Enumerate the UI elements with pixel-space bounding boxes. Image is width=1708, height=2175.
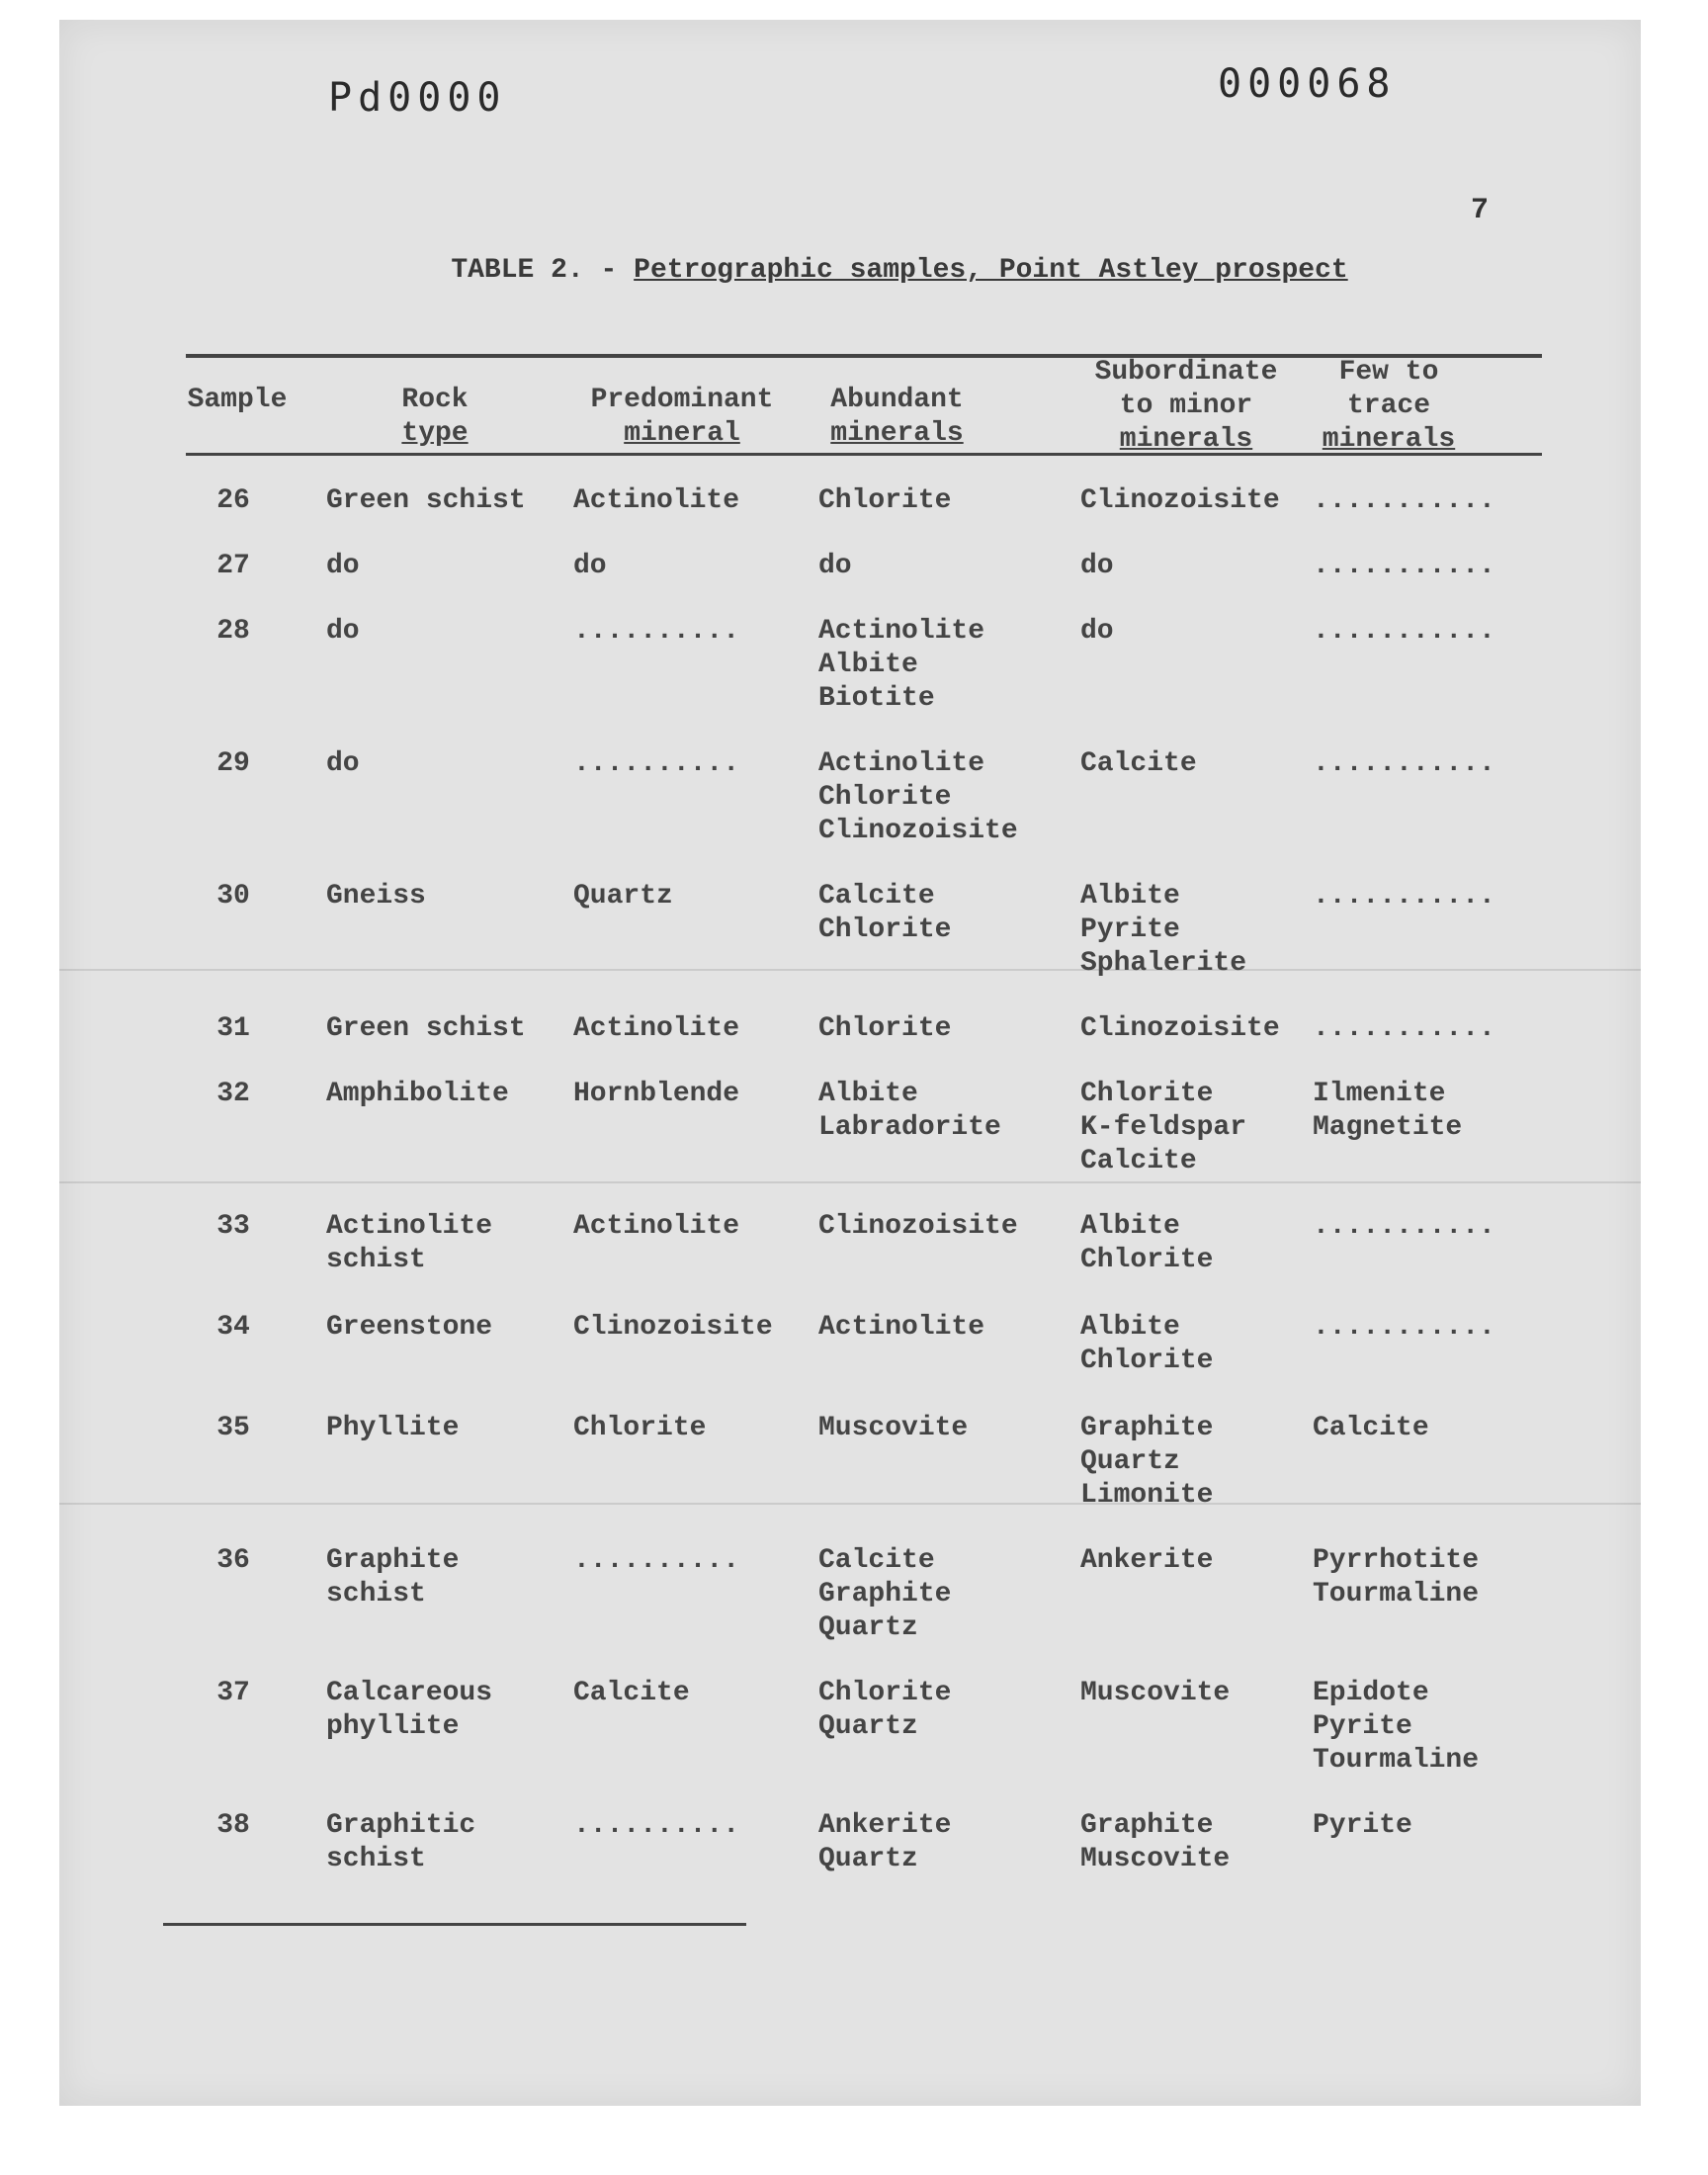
cell-sample: 29 [216, 748, 250, 779]
page-number: 7 [1471, 194, 1490, 227]
cell-subordinate-minerals: Albite Chlorite [1080, 1312, 1214, 1376]
cell-sample: 34 [216, 1312, 250, 1343]
cell-abundant-minerals: Ankerite Quartz [818, 1810, 952, 1874]
cell-trace-minerals: Epidote Pyrite Tourmaline [1313, 1678, 1480, 1776]
cell-sample: 30 [216, 881, 250, 912]
fold-line [59, 969, 1641, 971]
cell-sample: 38 [216, 1810, 250, 1841]
cell-predominant-mineral: Actinolite [573, 485, 740, 516]
header-subordinate-minerals [1077, 356, 1295, 457]
header-predominant-mineral-line: Predominant [590, 385, 774, 415]
document-id-left: Pd0000 [328, 75, 507, 121]
cell-rock-type: Green schist [326, 1013, 526, 1044]
cell-trace-minerals: ........... [1313, 551, 1495, 581]
header-rock-type-line: Rock [401, 385, 469, 415]
header-subordinate-minerals-line: to minor [1119, 391, 1253, 421]
header-sample [178, 384, 297, 417]
cell-abundant-minerals: Chlorite [818, 485, 952, 516]
fold-line [59, 1503, 1641, 1505]
cell-subordinate-minerals: Chlorite K-feldspar Calcite [1080, 1079, 1247, 1176]
header-rock-type [336, 384, 534, 451]
cell-trace-minerals: Ilmenite Magnetite [1313, 1079, 1463, 1143]
cell-subordinate-minerals: Graphite Quartz Limonite [1080, 1413, 1214, 1511]
cell-rock-type: Greenstone [326, 1312, 493, 1343]
header-subordinate-minerals-line: minerals [1119, 424, 1253, 455]
cell-rock-type: Actinolite schist [326, 1211, 493, 1275]
cell-predominant-mineral: Hornblende [573, 1079, 740, 1109]
cell-abundant-minerals: Chlorite [818, 1013, 952, 1044]
cell-trace-minerals: Calcite [1313, 1413, 1429, 1443]
cell-abundant-minerals: Calcite Graphite Quartz [818, 1545, 952, 1643]
cell-abundant-minerals: Albite Labradorite [818, 1079, 1001, 1143]
cell-subordinate-minerals: Graphite Muscovite [1080, 1810, 1231, 1874]
header-sample-line: Sample [187, 385, 288, 415]
cell-trace-minerals: Pyrrhotite Tourmaline [1313, 1545, 1480, 1610]
table-title-prefix: TABLE 2. - [451, 255, 635, 286]
cell-rock-type: Green schist [326, 485, 526, 516]
cell-abundant-minerals: Actinolite [818, 1312, 985, 1343]
cell-subordinate-minerals: do [1080, 616, 1114, 647]
cell-sample: 28 [216, 616, 250, 647]
cell-rock-type: do [326, 551, 360, 581]
cell-trace-minerals: ........... [1313, 1013, 1495, 1044]
header-trace-minerals [1305, 356, 1473, 457]
cell-rock-type: Gneiss [326, 881, 426, 912]
cell-rock-type: Graphite schist [326, 1545, 460, 1610]
cell-trace-minerals: Pyrite [1313, 1810, 1412, 1841]
cell-subordinate-minerals: do [1080, 551, 1114, 581]
cell-trace-minerals: ........... [1313, 1211, 1495, 1242]
table-title-main: Petrographic samples, Point Astley prospect [634, 255, 1348, 286]
cell-trace-minerals: ........... [1313, 748, 1495, 779]
cell-abundant-minerals: do [818, 551, 852, 581]
table-title [0, 255, 1708, 286]
cell-sample: 26 [216, 485, 250, 516]
document-id-right: 000068 [1218, 61, 1397, 107]
cell-rock-type: do [326, 616, 360, 647]
cell-abundant-minerals: Clinozoisite [818, 1211, 1018, 1242]
cell-rock-type: Phyllite [326, 1413, 460, 1443]
table-bottom-rule [163, 1923, 746, 1926]
header-abundant-minerals-line: minerals [830, 418, 964, 449]
cell-predominant-mineral: Clinozoisite [573, 1312, 773, 1343]
cell-predominant-mineral: Actinolite [573, 1211, 740, 1242]
cell-predominant-mineral: .......... [573, 616, 740, 647]
header-trace-minerals-line: minerals [1322, 424, 1456, 455]
cell-trace-minerals: ........... [1313, 1312, 1495, 1343]
cell-rock-type: Amphibolite [326, 1079, 509, 1109]
header-subordinate-minerals-line: Subordinate [1094, 357, 1278, 388]
cell-trace-minerals: ........... [1313, 485, 1495, 516]
cell-sample: 32 [216, 1079, 250, 1109]
document-page [59, 20, 1641, 2106]
header-abundant-minerals [811, 384, 983, 451]
cell-abundant-minerals: Actinolite Chlorite Clinozoisite [818, 748, 1018, 846]
cell-subordinate-minerals: Clinozoisite [1080, 485, 1280, 516]
cell-subordinate-minerals: Albite Chlorite [1080, 1211, 1214, 1275]
cell-predominant-mineral: Quartz [573, 881, 673, 912]
cell-abundant-minerals: Actinolite Albite Biotite [818, 616, 985, 714]
cell-sample: 31 [216, 1013, 250, 1044]
cell-predominant-mineral: Chlorite [573, 1413, 707, 1443]
header-predominant-mineral-line: mineral [624, 418, 740, 449]
cell-subordinate-minerals: Calcite [1080, 748, 1197, 779]
cell-abundant-minerals: Calcite Chlorite [818, 881, 952, 945]
fold-line [59, 1181, 1641, 1183]
cell-sample: 35 [216, 1413, 250, 1443]
cell-predominant-mineral: .......... [573, 1810, 740, 1841]
cell-rock-type: do [326, 748, 360, 779]
cell-abundant-minerals: Muscovite [818, 1413, 969, 1443]
header-predominant-mineral [568, 384, 796, 451]
cell-sample: 37 [216, 1678, 250, 1708]
cell-trace-minerals: ........... [1313, 881, 1495, 912]
cell-predominant-mineral: .......... [573, 1545, 740, 1576]
cell-sample: 33 [216, 1211, 250, 1242]
header-trace-minerals-line: trace [1346, 391, 1430, 421]
cell-subordinate-minerals: Ankerite [1080, 1545, 1214, 1576]
cell-rock-type: Graphitic schist [326, 1810, 476, 1874]
cell-predominant-mineral: Actinolite [573, 1013, 740, 1044]
cell-subordinate-minerals: Clinozoisite [1080, 1013, 1280, 1044]
header-trace-minerals-line: Few to [1338, 357, 1439, 388]
cell-sample: 27 [216, 551, 250, 581]
cell-abundant-minerals: Chlorite Quartz [818, 1678, 952, 1742]
cell-subordinate-minerals: Albite Pyrite Sphalerite [1080, 881, 1247, 979]
cell-subordinate-minerals: Muscovite [1080, 1678, 1231, 1708]
cell-predominant-mineral: .......... [573, 748, 740, 779]
cell-predominant-mineral: Calcite [573, 1678, 690, 1708]
cell-rock-type: Calcareous phyllite [326, 1678, 493, 1742]
header-rock-type-line: type [401, 418, 469, 449]
cell-sample: 36 [216, 1545, 250, 1576]
cell-trace-minerals: ........... [1313, 616, 1495, 647]
header-abundant-minerals-line: Abundant [830, 385, 964, 415]
cell-predominant-mineral: do [573, 551, 607, 581]
